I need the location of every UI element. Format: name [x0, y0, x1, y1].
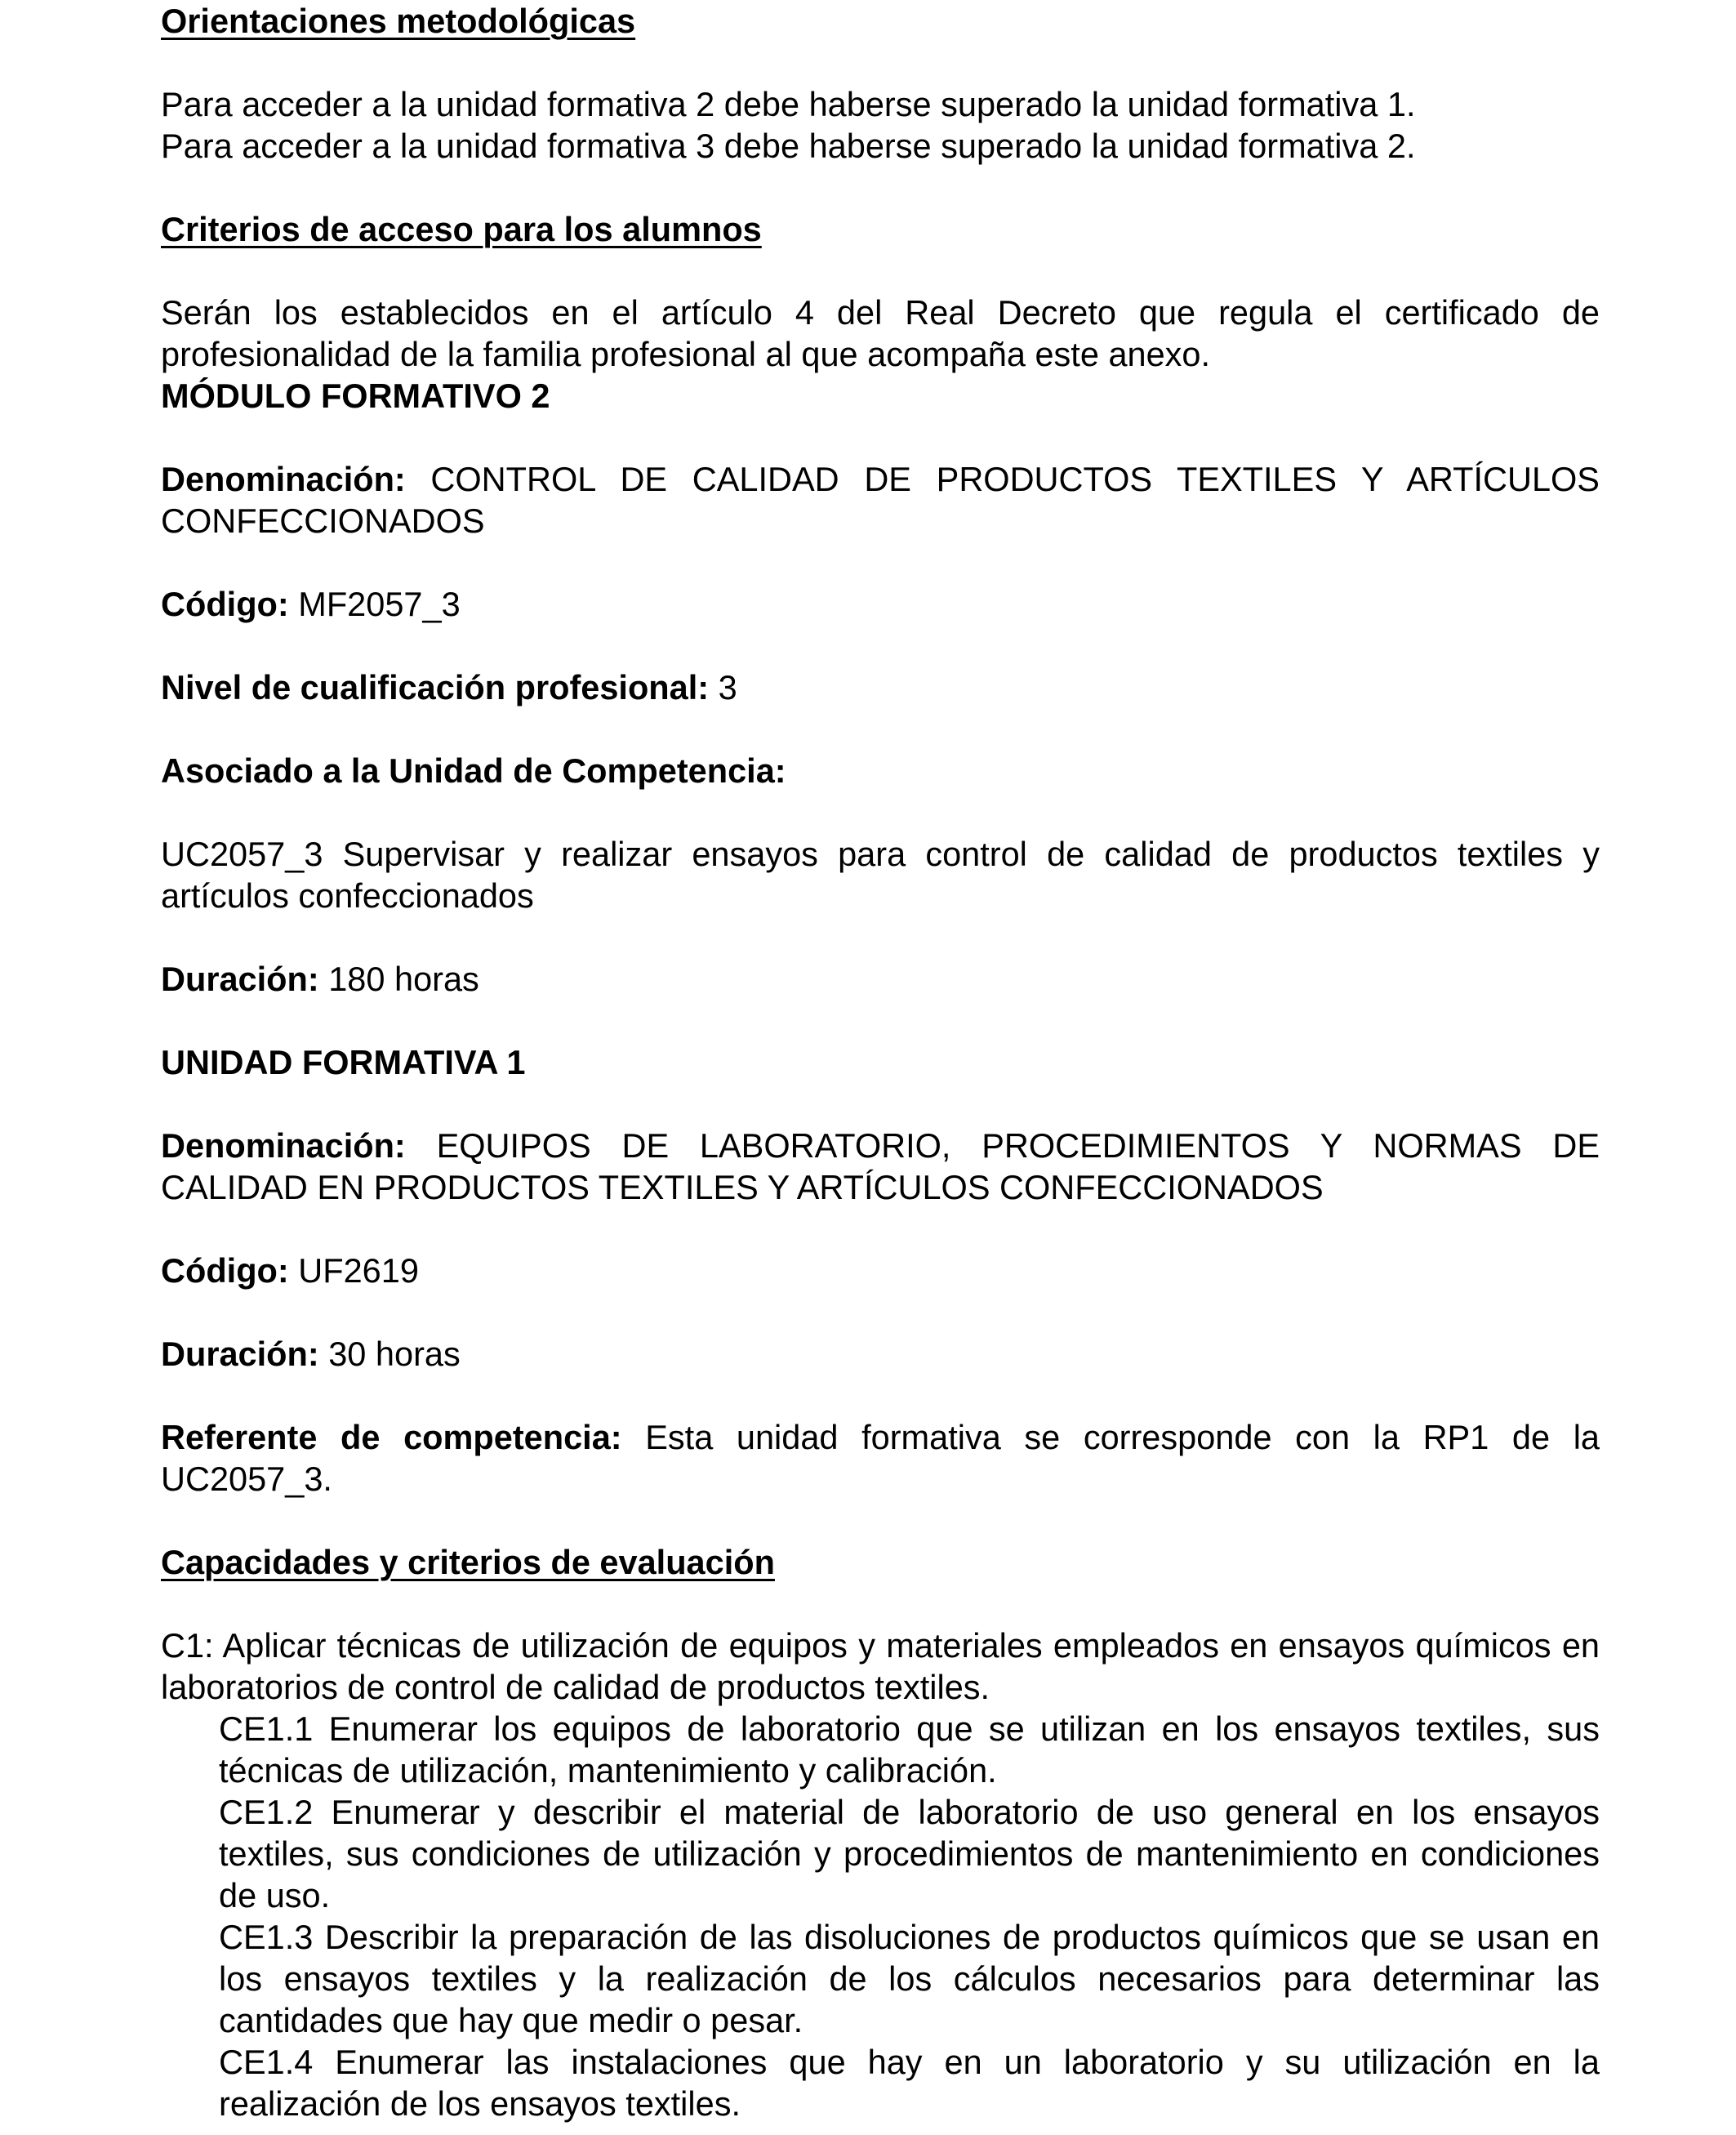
- unidad-referente-value: Esta unidad formativa se corresponde con la RP1 de la UC2057_3.: [161, 1418, 1600, 1498]
- document-page: [161, 0, 1600, 2124]
- unidad-codigo-label: Código:: [161, 1251, 289, 1290]
- criterio-ce1-3: CE1.3 Describir la preparación de las disoluciones de productos químicos que se usan en los ensayos textiles y la realización de los cálculos necesarios para determinar las cantidades que hay que medir o pesar.: [219, 1918, 1600, 2039]
- unidad-referente: [161, 1416, 1600, 1500]
- orientaciones-line-2: Para acceder a la unidad formativa 3 debe haberse superado la unidad formativa 2.: [161, 127, 1416, 165]
- orientaciones-line-1: Para acceder a la unidad formativa 2 debe haberse superado la unidad formativa 1.: [161, 85, 1416, 123]
- modulo-nivel-label: Nivel de cualificación profesional:: [161, 668, 710, 706]
- unidad-denominacion: [161, 1125, 1600, 1208]
- unidad-title: UNIDAD FORMATIVA 1: [161, 1043, 526, 1081]
- modulo-duracion-label: Duración:: [161, 960, 319, 998]
- criterios-acceso-heading: Criterios de acceso para los alumnos: [161, 210, 762, 248]
- modulo-codigo: [161, 583, 1600, 625]
- modulo-codigo-label: Código:: [161, 585, 289, 623]
- modulo-asociado-label: Asociado a la Unidad de Competencia:: [161, 751, 786, 790]
- modulo-nivel: [161, 666, 1600, 708]
- unidad-duracion-label: Duración:: [161, 1335, 319, 1373]
- modulo-nivel-value: 3: [718, 668, 737, 706]
- modulo-uc-text: UC2057_3 Supervisar y realizar ensayos para control de calidad de productos textiles y artículos confeccionados: [161, 835, 1600, 915]
- criterio-ce1-4: CE1.4 Enumerar las instalaciones que hay en un laboratorio y su utilización en la realización de los ensayos textiles.: [219, 2043, 1600, 2123]
- unidad-duracion-value: 30 horas: [328, 1335, 461, 1373]
- orientaciones-heading: Orientaciones metodológicas: [161, 2, 636, 40]
- unidad-denominacion-value: EQUIPOS DE LABORATORIO, PROCEDIMIENTOS Y NORMAS DE CALIDAD EN PRODUCTOS TEXTILES Y ARTÍCULOS CONFECCIONADOS: [161, 1126, 1600, 1206]
- criterio-ce1-2: CE1.2 Enumerar y describir el material de laboratorio de uso general en los ensayos textiles, sus condiciones de utilización y procedimientos de mantenimiento en condiciones de uso.: [219, 1793, 1600, 1914]
- unidad-codigo: [161, 1250, 1600, 1291]
- unidad-codigo-value: UF2619: [298, 1251, 419, 1290]
- unidad-denominacion-label: Denominación:: [161, 1126, 406, 1165]
- modulo-duracion: [161, 958, 1600, 1000]
- modulo-denominacion-label: Denominación:: [161, 460, 406, 498]
- criterios-acceso-text: Serán los establecidos en el artículo 4 del Real Decreto que regula el certificado de profesionalidad de la familia profesional al que acompaña este anexo.: [161, 293, 1600, 373]
- modulo-title: MÓDULO FORMATIVO 2: [161, 377, 550, 415]
- criterio-ce1-1: CE1.1 Enumerar los equipos de laboratorio que se utilizan en los ensayos textiles, sus técnicas de utilización, mantenimiento y calibración.: [219, 1709, 1600, 1790]
- modulo-codigo-value: MF2057_3: [298, 585, 461, 623]
- modulo-duracion-value: 180 horas: [328, 960, 479, 998]
- modulo-denominacion-value: CONTROL DE CALIDAD DE PRODUCTOS TEXTILES Y ARTÍCULOS CONFECCIONADOS: [161, 460, 1600, 540]
- capacidades-heading: Capacidades y criterios de evaluación: [161, 1543, 775, 1581]
- modulo-denominacion: [161, 458, 1600, 542]
- unidad-referente-label: Referente de competencia:: [161, 1418, 622, 1456]
- capacidad-c1: C1: Aplicar técnicas de utilización de equipos y materiales empleados en ensayos químicos en laboratorios de control de calidad de productos textiles.: [161, 1626, 1600, 1706]
- unidad-duracion: [161, 1333, 1600, 1375]
